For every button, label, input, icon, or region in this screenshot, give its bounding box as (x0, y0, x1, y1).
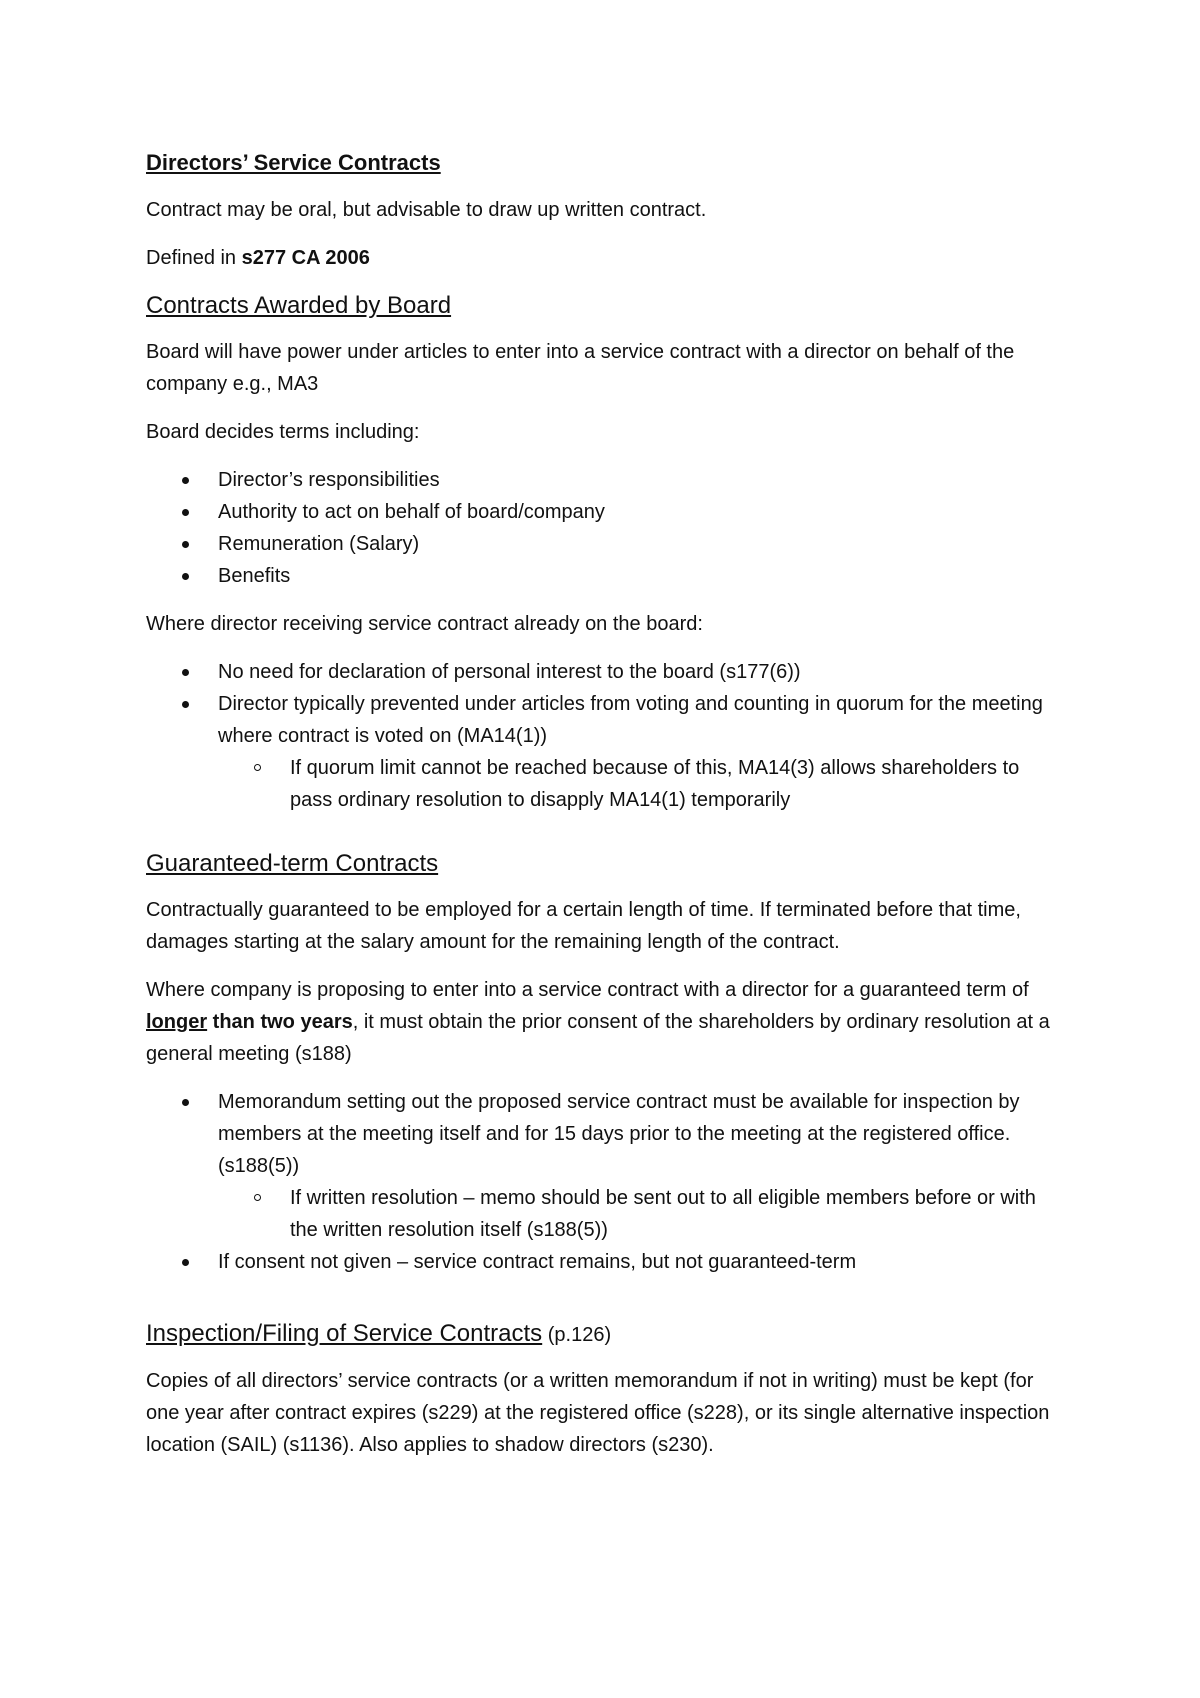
list-item-text: Director typically prevented under articles from voting and counting in quorum for the meeting where contract is voted on (MA14(1)) (218, 693, 1043, 747)
bullet-icon (182, 477, 189, 484)
bullet-icon (182, 1259, 189, 1266)
sub-list (218, 752, 1066, 816)
guaranteed-list (146, 1086, 1066, 1278)
definition-reference: s277 CA 2006 (241, 247, 370, 269)
section-heading-guaranteed (146, 848, 1066, 880)
list-item-text: Director’s responsibilities (218, 469, 440, 491)
consent-text-a: Where company is proposing to enter into a service contract with a director for a guaranteed term of (146, 979, 1029, 1001)
circle-bullet-icon (254, 1194, 261, 1201)
sub-list-item (218, 1182, 1066, 1246)
document-title: Directors’ Service Contracts (146, 150, 441, 175)
section-heading-inspection-text: Inspection/Filing of Service Contracts (146, 1320, 543, 1347)
list-item (146, 496, 1066, 528)
board-terms-intro: Board decides terms including: (146, 421, 420, 443)
bullet-icon (182, 573, 189, 580)
consent-emphasis-longer: longer (146, 1011, 208, 1033)
bullet-icon (182, 509, 189, 516)
list-item-text: Remuneration (Salary) (218, 533, 420, 555)
section-heading-board (146, 290, 1066, 322)
bullet-icon (182, 669, 189, 676)
guaranteed-definition-paragraph: Contractually guaranteed to be employed for a certain length of time. If terminated before that time, damages starting at the salary amount for the remaining length of the contract. (146, 899, 1021, 953)
sub-list-item (218, 752, 1066, 816)
list-item (146, 1086, 1066, 1246)
page-reference: (p.126) (542, 1324, 612, 1346)
guaranteed-consent-paragraph (146, 974, 1066, 1070)
circle-bullet-icon (254, 764, 261, 771)
section-heading-board-text: Contracts Awarded by Board (146, 292, 452, 319)
list-item (146, 560, 1066, 592)
list-item-text: Authority to act on behalf of board/company (218, 501, 605, 523)
spacer (146, 816, 1066, 848)
bullet-icon (182, 701, 189, 708)
intro-paragraph-oral: Contract may be oral, but advisable to draw up written contract. (146, 199, 707, 221)
definition-prefix: Defined in (146, 247, 242, 269)
list-item-text: Memorandum setting out the proposed service contract must be available for inspection by members at the meeting itself and for 15 days prior to the meeting at the registered office. (s188(5)) (218, 1091, 1020, 1177)
bullet-icon (182, 1099, 189, 1106)
sub-list (218, 1182, 1066, 1246)
section-heading-guaranteed-text: Guaranteed-term Contracts (146, 850, 439, 877)
list-item-text: If consent not given – service contract remains, but not guaranteed-term (218, 1251, 857, 1273)
list-item (146, 528, 1066, 560)
consent-text-b: , it must obtain the prior consent of the shareholders by ordinary resolution at a general meeting (s188) (146, 1011, 1050, 1065)
board-terms-list (146, 464, 1066, 592)
list-item (146, 1246, 1066, 1278)
list-item-text: Benefits (218, 565, 291, 587)
bullet-icon (182, 541, 189, 548)
existing-director-intro: Where director receiving service contract already on the board: (146, 613, 703, 635)
sub-list-item-text: If written resolution – memo should be sent out to all eligible members before or with the written resolution itself (s188(5)) (290, 1187, 1036, 1241)
document-page (146, 148, 1066, 1477)
board-power-paragraph: Board will have power under articles to enter into a service contract with a director on behalf of the company e.g., MA3 (146, 341, 1015, 395)
spacer (146, 1278, 1066, 1318)
sub-list-item-text: If quorum limit cannot be reached because of this, MA14(3) allows shareholders to pass ordinary resolution to disapply MA14(1) temporarily (290, 757, 1020, 811)
list-item (146, 688, 1066, 816)
list-item (146, 656, 1066, 688)
inspection-paragraph: Copies of all directors’ service contracts (or a written memorandum if not in writing) must be kept (for one year after contract expires (s229) at the registered office (s228), or its single alternative inspection location (SAIL) (s1136). Also applies to shadow directors (s230). (146, 1370, 1050, 1456)
section-heading-inspection (146, 1318, 1066, 1351)
existing-director-list (146, 656, 1066, 816)
list-item (146, 464, 1066, 496)
intro-paragraph-definition (146, 242, 1066, 274)
list-item-text: No need for declaration of personal interest to the board (s177(6)) (218, 661, 801, 683)
consent-emphasis-term: than two years (207, 1011, 353, 1033)
